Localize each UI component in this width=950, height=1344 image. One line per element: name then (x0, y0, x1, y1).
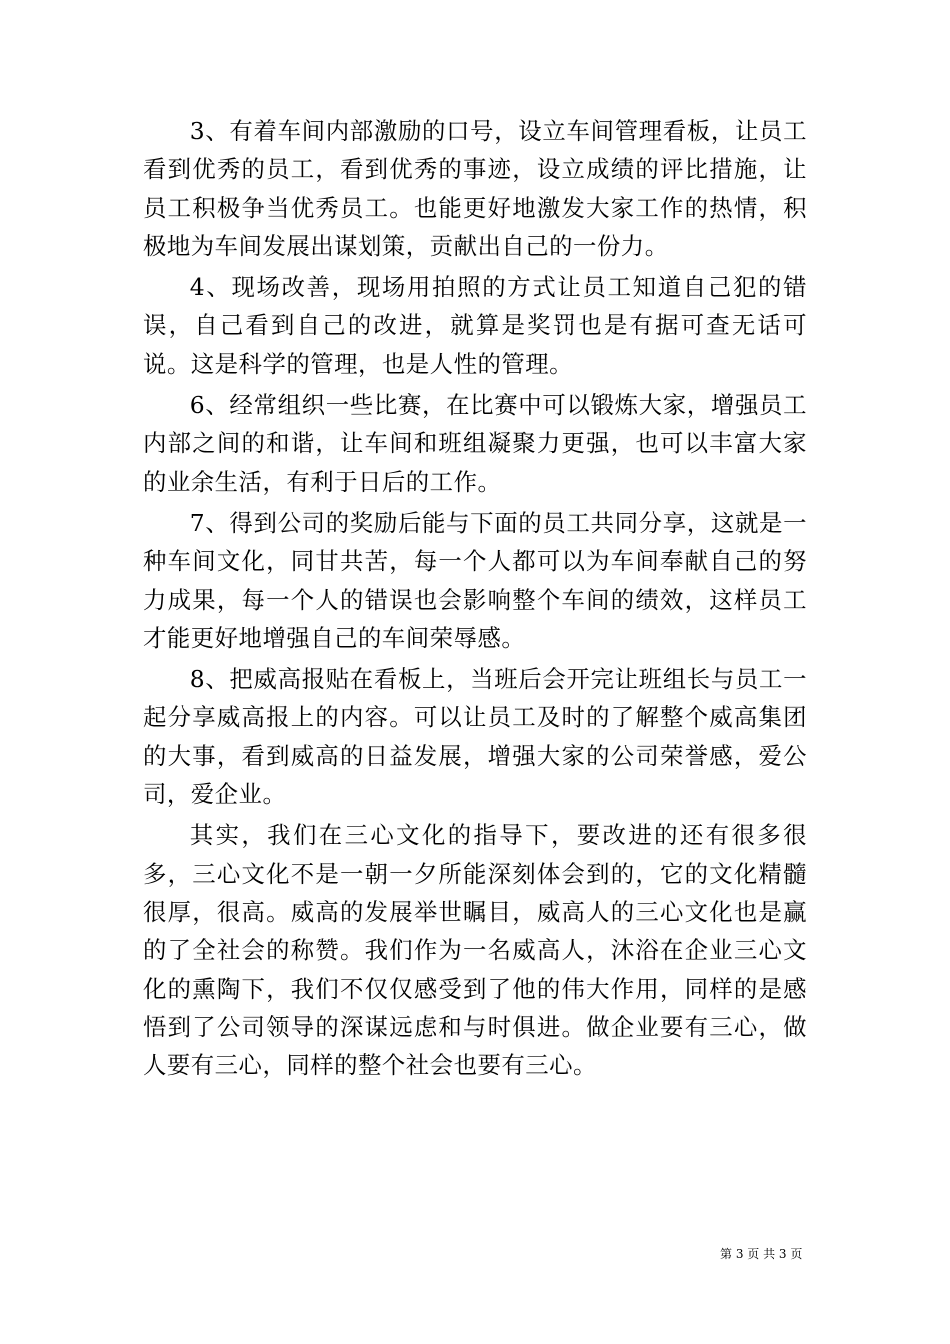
paragraph: 8、把威高报贴在看板上，当班后会开完让班组长与员工一起分享威高报上的内容。可以让员工及时的了解整个威高集团的大事，看到威高的日益发展，增强大家的公司荣誉感，爱公司，爱企业。 (143, 665, 807, 809)
paragraph: 7、得到公司的奖励后能与下面的员工共同分享，这就是一种车间文化，同甘共苦，每一个人都可以为车间奉献自己的努力成果，每一个人的错误也会影响整个车间的绩效，这样员工才能更好地增强自己的车间荣辱感。 (143, 508, 807, 652)
paragraph: 4、现场改善，现场用拍照的方式让员工知道自己犯的错误，自己看到自己的改进，就算是奖罚也是有据可查无话可说。这是科学的管理，也是人性的管理。 (143, 273, 807, 378)
paragraph: 3、有着车间内部激励的口号，设立车间管理看板，让员工看到优秀的员工，看到优秀的事迹，设立成绩的评比措施，让员工积极争当优秀员工。也能更好地激发大家工作的热情，积极地为车间发展出谋划策，贡献出自己的一份力。 (143, 117, 807, 260)
paragraph: 其实，我们在三心文化的指导下，要改进的还有很多很多，三心文化不是一朝一夕所能深刻体会到的，它的文化精髓很厚，很高。威高的发展举世瞩目，威高人的三心文化也是赢的了全社会的称赞。我们作为一名威高人，沐浴在企业三心文化的熏陶下，我们不仅仅感受到了他的伟大作用，同样的是感悟到了公司领导的深谋远虑和与时俱进。做企业要有三心，做人要有三心，同样的整个社会也要有三心。 (143, 821, 807, 1080)
page-number: 第 3 页 共 3 页 (720, 1247, 803, 1261)
paragraph: 6、经常组织一些比赛，在比赛中可以锻炼大家，增强员工内部之间的和谐，让车间和班组凝聚力更强，也可以丰富大家的业余生活，有利于日后的工作。 (143, 391, 807, 496)
document-body (143, 112, 807, 1087)
